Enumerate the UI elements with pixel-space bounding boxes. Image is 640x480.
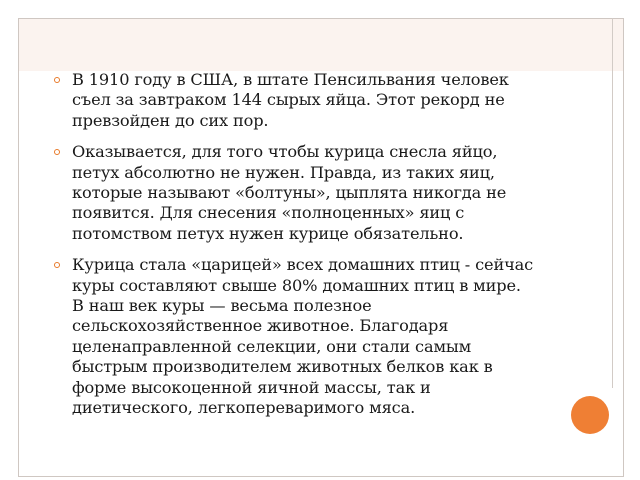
text-line: Оказывается, для того чтобы курица снесла яйцо, — [72, 142, 498, 162]
bullet-text — [72, 142, 506, 244]
bullet-item-3 — [54, 255, 574, 418]
text-line: сельскохозяйственное животное. Благодаря — [72, 316, 449, 336]
text-line: петух абсолютно не нужен. Правда, из таких яиц, — [72, 162, 495, 182]
bullet-icon — [54, 149, 60, 155]
bullet-item-2 — [54, 142, 574, 244]
text-line: превзойден до сих пор. — [72, 110, 269, 130]
bullet-item-1 — [54, 70, 574, 131]
bullet-text — [72, 70, 509, 131]
text-line: съел за завтраком 144 сырых яйца. Этот рекорд не — [72, 90, 505, 110]
bullet-icon — [54, 77, 60, 83]
header-band — [19, 19, 623, 71]
bullet-list — [54, 70, 574, 430]
text-line: появится. Для снесения «полноценных» яиц с — [72, 203, 465, 223]
text-line: В 1910 году в США, в штате Пенсильвания человек — [72, 70, 509, 89]
text-line: куры составляют свыше 80% домашних птиц в мире. — [72, 275, 521, 295]
text-line: В наш век куры — весьма полезное — [72, 296, 372, 316]
text-line: форме высокоценной яичной массы, так и — [72, 377, 431, 397]
side-rule — [612, 18, 613, 388]
text-line: которые называют «болтуны», цыплята никогда не — [72, 183, 507, 203]
bullet-text — [72, 255, 533, 418]
text-line: диетического, легкопереваримого мяса. — [72, 398, 416, 418]
text-line: быстрым производителем животных белков как в — [72, 357, 493, 377]
bullet-icon — [54, 262, 60, 268]
text-line: целенаправленной селекции, они стали самым — [72, 336, 472, 356]
orange-circle-decoration — [571, 396, 609, 434]
text-line: потомством петух нужен курице обязательно. — [72, 223, 464, 243]
text-line: Курица стала «царицей» всех домашних птиц - сейчас — [72, 255, 534, 275]
